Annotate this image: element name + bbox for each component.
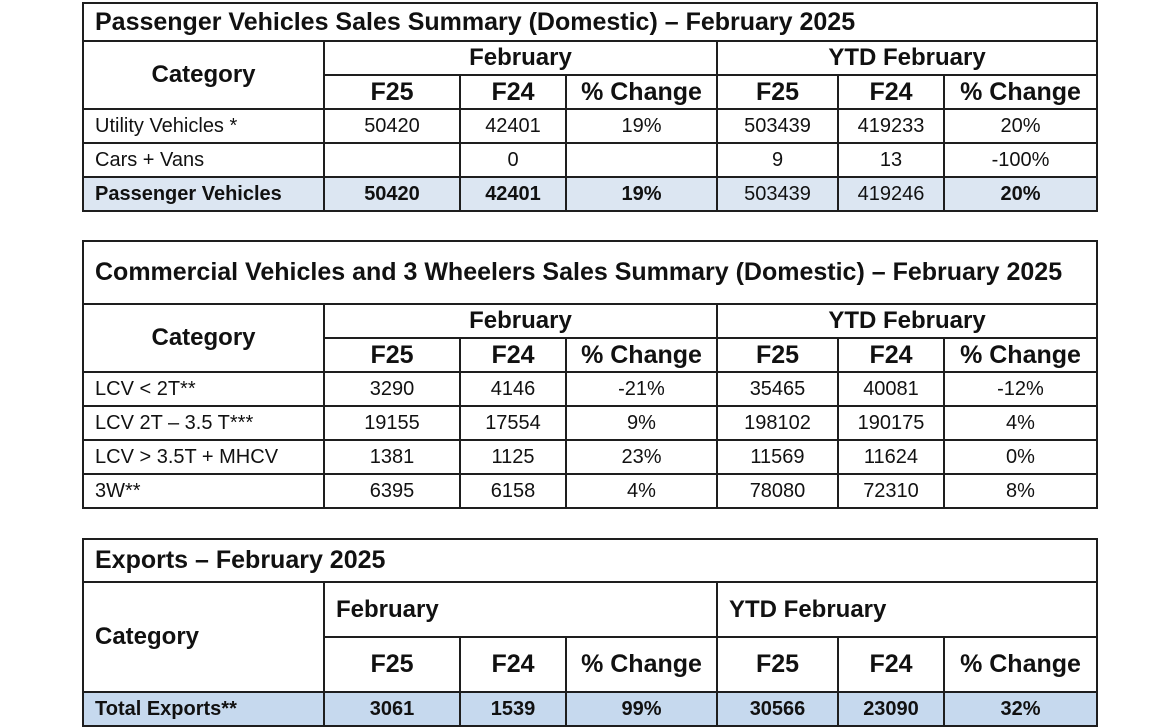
cell-ytd-pct: 4% [944, 406, 1097, 440]
cell-feb-f25: 50420 [324, 177, 460, 211]
cell-feb-f24: 1539 [460, 692, 566, 726]
cell-ytd-f24: 419246 [838, 177, 944, 211]
cell-feb-f24: 0 [460, 143, 566, 177]
cell-feb-f25: 1381 [324, 440, 460, 474]
cell-feb-f25 [324, 143, 460, 177]
cell-ytd-f25: 9 [717, 143, 838, 177]
table-title: Passenger Vehicles Sales Summary (Domestic) – February 2025 [83, 3, 1097, 41]
cell-feb-pct: 4% [566, 474, 717, 508]
row-category: LCV 2T – 3.5 T*** [83, 406, 324, 440]
table-row [83, 474, 1097, 508]
column-header-f24: F24 [460, 637, 566, 692]
table-row [83, 143, 1097, 177]
row-category: 3W** [83, 474, 324, 508]
column-header-f25: F25 [717, 75, 838, 109]
cell-feb-pct: 9% [566, 406, 717, 440]
column-header-f24: F24 [460, 75, 566, 109]
cell-ytd-f24: 23090 [838, 692, 944, 726]
cell-feb-f24: 1125 [460, 440, 566, 474]
cell-feb-f25: 6395 [324, 474, 460, 508]
table-row [83, 406, 1097, 440]
cell-feb-f25: 19155 [324, 406, 460, 440]
cell-feb-f24: 17554 [460, 406, 566, 440]
cell-ytd-pct: 0% [944, 440, 1097, 474]
cell-feb-pct: 99% [566, 692, 717, 726]
commercial-vehicles-table [82, 240, 1098, 509]
cell-ytd-f24: 40081 [838, 372, 944, 406]
cell-feb-f24: 42401 [460, 109, 566, 143]
ytd-february-header: YTD February [717, 304, 1097, 338]
row-category: Total Exports** [83, 692, 324, 726]
cell-ytd-f25: 78080 [717, 474, 838, 508]
table-title: Exports – February 2025 [83, 539, 1097, 582]
column-header-f24: F24 [460, 338, 566, 372]
column-header-f25: F25 [717, 338, 838, 372]
row-category: Utility Vehicles * [83, 109, 324, 143]
row-category: Cars + Vans [83, 143, 324, 177]
ytd-february-header: YTD February [717, 582, 1097, 637]
cell-feb-f25: 50420 [324, 109, 460, 143]
column-header-f25: F25 [324, 338, 460, 372]
total-row [83, 692, 1097, 726]
cell-ytd-pct: 20% [944, 109, 1097, 143]
cell-ytd-f24: 11624 [838, 440, 944, 474]
category-header: Category [83, 41, 324, 109]
ytd-february-header: YTD February [717, 41, 1097, 75]
column-header-f25: F25 [717, 637, 838, 692]
table-title: Commercial Vehicles and 3 Wheelers Sales Summary (Domestic) – February 2025 [83, 241, 1097, 304]
cell-ytd-f24: 13 [838, 143, 944, 177]
cell-ytd-pct: 32% [944, 692, 1097, 726]
cell-feb-f24: 6158 [460, 474, 566, 508]
column-header-pct-change: % Change [566, 338, 717, 372]
row-category: LCV > 3.5T + MHCV [83, 440, 324, 474]
cell-ytd-pct: -12% [944, 372, 1097, 406]
cell-ytd-pct: 8% [944, 474, 1097, 508]
total-row [83, 177, 1097, 211]
cell-ytd-f24: 419233 [838, 109, 944, 143]
cell-feb-f25: 3061 [324, 692, 460, 726]
column-header-pct-change: % Change [944, 75, 1097, 109]
cell-ytd-f25: 11569 [717, 440, 838, 474]
column-header-pct-change: % Change [944, 338, 1097, 372]
cell-feb-pct: 23% [566, 440, 717, 474]
cell-feb-f25: 3290 [324, 372, 460, 406]
passenger-vehicles-table [82, 2, 1098, 212]
row-category: LCV < 2T** [83, 372, 324, 406]
table-row [83, 372, 1097, 406]
column-header-f24: F24 [838, 75, 944, 109]
cell-ytd-f24: 72310 [838, 474, 944, 508]
column-header-pct-change: % Change [944, 637, 1097, 692]
cell-feb-f24: 42401 [460, 177, 566, 211]
cell-ytd-f25: 30566 [717, 692, 838, 726]
february-header: February [324, 304, 717, 338]
cell-feb-pct: 19% [566, 177, 717, 211]
cell-ytd-pct: -100% [944, 143, 1097, 177]
column-header-pct-change: % Change [566, 75, 717, 109]
cell-ytd-f25: 35465 [717, 372, 838, 406]
cell-ytd-f24: 190175 [838, 406, 944, 440]
column-header-f24: F24 [838, 338, 944, 372]
column-header-f25: F25 [324, 637, 460, 692]
cell-feb-pct: -21% [566, 372, 717, 406]
row-category: Passenger Vehicles [83, 177, 324, 211]
cell-feb-f24: 4146 [460, 372, 566, 406]
cell-ytd-f25: 198102 [717, 406, 838, 440]
february-header: February [324, 41, 717, 75]
cell-feb-pct: 19% [566, 109, 717, 143]
column-header-f25: F25 [324, 75, 460, 109]
cell-ytd-f25: 503439 [717, 177, 838, 211]
cell-ytd-f25: 503439 [717, 109, 838, 143]
cell-ytd-pct: 20% [944, 177, 1097, 211]
category-header: Category [83, 304, 324, 372]
exports-table [82, 538, 1098, 727]
table-row [83, 440, 1097, 474]
cell-feb-pct [566, 143, 717, 177]
category-header: Category [83, 582, 324, 692]
table-row [83, 109, 1097, 143]
february-header: February [324, 582, 717, 637]
column-header-pct-change: % Change [566, 637, 717, 692]
column-header-f24: F24 [838, 637, 944, 692]
